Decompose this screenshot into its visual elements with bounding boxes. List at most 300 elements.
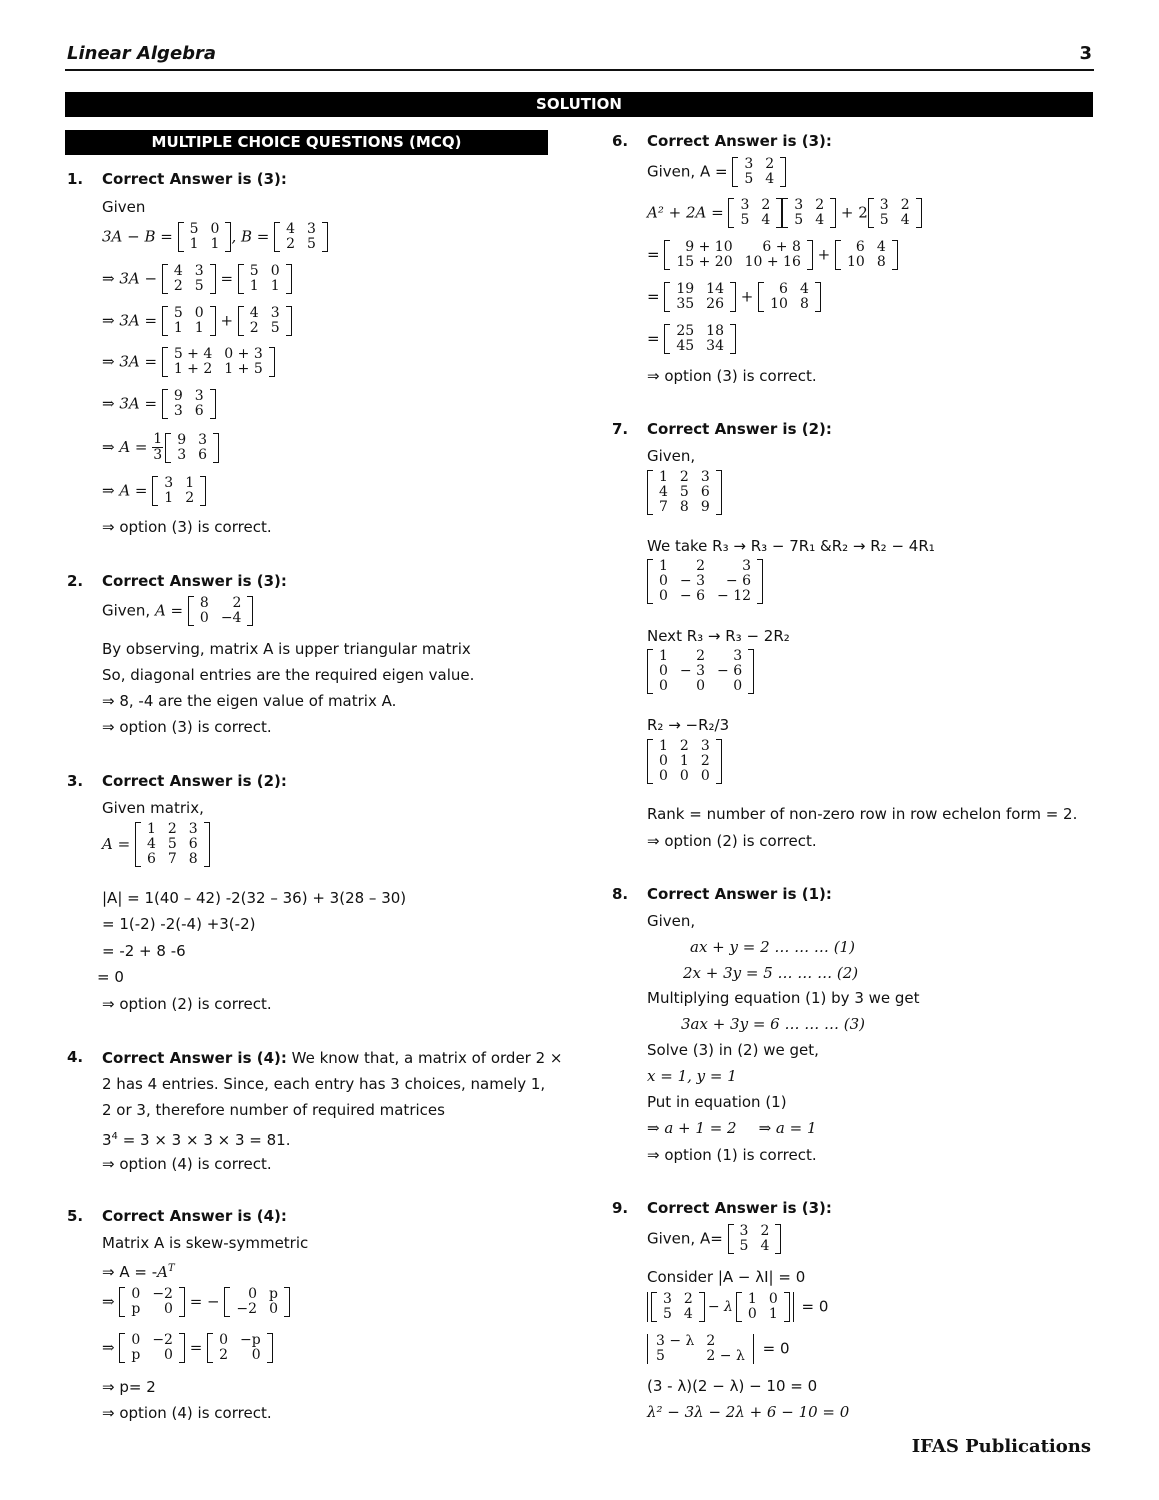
matrix-cell: 5 [879, 212, 889, 228]
solution-line: = 1(-2) -2(-4) +3(-2) [102, 915, 256, 933]
right-bracket [267, 1333, 273, 1363]
matrix-cell: 1 [659, 738, 668, 754]
matrix [162, 389, 216, 419]
right-bracket [730, 324, 736, 354]
answer-heading: Correct Answer is (3): [102, 572, 287, 590]
right-bracket [775, 1224, 781, 1254]
solution-line: Multiplying equation (1) by 3 we get [647, 989, 920, 1007]
matrix-cell: 5 [739, 1238, 749, 1254]
matrix-cell: −2 [152, 1286, 173, 1302]
solution-line: Given matrix, [102, 799, 204, 817]
matrix-cell: − 12 [717, 588, 752, 604]
matrix-cell: 7 [167, 851, 177, 867]
equation-text: ⇒ 3A − [102, 269, 162, 288]
matrix-cell: 0 [270, 263, 280, 279]
matrix-cell: 1 [747, 1291, 757, 1307]
matrix [162, 264, 216, 294]
solution-line: So, diagonal entries are the required eigen value. [102, 666, 475, 684]
matrix-cell: 2 [173, 278, 183, 294]
conclusion: ⇒ option (3) is correct. [102, 518, 272, 536]
solution-line: Solve (3) in (2) we get, [647, 1041, 819, 1059]
matrix-cell: 3 [742, 558, 752, 574]
equation-line: λ² − 3λ − 2λ + 6 − 10 = 0 [647, 1403, 850, 1421]
matrix-cell: 15 + 20 [676, 254, 733, 270]
equation-line [647, 649, 754, 694]
solution-line: ⇒ 8, -4 are the eigen value of matrix A. [102, 692, 397, 710]
header-divider [65, 69, 1094, 71]
right-bracket [892, 240, 898, 270]
right-bracket [716, 739, 722, 784]
equation-line [102, 1287, 290, 1317]
matrix-cell: 4 [173, 263, 183, 279]
equation-text: + [736, 287, 759, 306]
matrix-cell: 4 [799, 281, 809, 297]
matrix-cell: 0 [659, 588, 668, 604]
matrix-cell: 8 [679, 499, 689, 515]
matrix-cell: 5 [679, 484, 689, 500]
matrix-cell: −4 [220, 610, 242, 626]
equation-text: = [215, 269, 238, 288]
matrix [651, 1292, 705, 1322]
matrix-cell: 2 [679, 738, 689, 754]
conclusion: ⇒ option (2) is correct. [102, 995, 272, 1013]
matrix [238, 306, 292, 336]
matrix [165, 433, 219, 463]
matrix-cell: − 6 [717, 663, 743, 679]
matrix-cell: 1 [659, 648, 668, 664]
matrix-cell: 4 [760, 1238, 770, 1254]
matrix-cell: 5 [307, 236, 316, 252]
answer-heading: Correct Answer is (4): [102, 1207, 287, 1225]
matrix-cell: 0 [164, 1301, 173, 1317]
matrix [758, 282, 821, 312]
equation-line [102, 596, 253, 626]
matrix [868, 198, 922, 228]
equation-text: + [215, 311, 238, 330]
matrix-cell: 5 [167, 836, 177, 852]
right-bracket [286, 306, 292, 336]
matrix [647, 559, 763, 604]
matrix-cell: 3 [173, 403, 183, 419]
equation-text: = [647, 329, 665, 348]
matrix-cell: 5 [744, 171, 754, 187]
matrix-cell: 3 [270, 305, 280, 321]
matrix-cell: −p [239, 1332, 261, 1348]
matrix-cell: 18 [706, 323, 724, 339]
matrix [664, 282, 736, 312]
question-number: 6. [612, 132, 629, 150]
matrix-cell: 3 [198, 431, 208, 448]
conclusion: ⇒ option (3) is correct. [102, 718, 272, 736]
equation-line [647, 157, 786, 187]
matrix-cell: 2 [760, 1223, 770, 1239]
conclusion: ⇒ option (4) is correct. [102, 1404, 272, 1422]
det-bar [793, 1292, 794, 1322]
right-bracket [204, 822, 210, 867]
matrix-cell: 0 [700, 768, 710, 784]
equation-line [647, 1118, 817, 1138]
equation-line [647, 1292, 828, 1322]
equation-text: 3A − B = [102, 227, 178, 246]
matrix-cell: 14 [706, 281, 724, 297]
right-bracket [748, 649, 754, 694]
equation-text: ⇒ a + 1 = 2 [647, 1119, 737, 1137]
equation-text: A = [154, 601, 188, 620]
right-bracket [322, 222, 328, 252]
matrix [782, 198, 836, 228]
solution-banner: SOLUTION [65, 92, 1093, 117]
equation-line [102, 476, 206, 506]
solution-line: Matrix A is skew-symmetric [102, 1234, 309, 1252]
equation-text: ⇒ [102, 1338, 120, 1357]
equation-text: ⇒ 3A = [102, 311, 162, 330]
matrix-cell: 6 [188, 836, 198, 852]
matrix-cell: 2 [761, 197, 771, 213]
publisher-footer: IFAS Publications [911, 1436, 1091, 1457]
matrix-cell: 3 [700, 469, 710, 485]
matrix-cell: 2 [900, 197, 910, 213]
det-bar [647, 1292, 648, 1322]
answer-heading: Correct Answer is (3): [647, 132, 832, 150]
conclusion: ⇒ option (4) is correct. [102, 1155, 272, 1173]
matrix-cell: 4 [286, 221, 296, 237]
solution-line: 2 has 4 entries. Since, each entry has 3 choices, namely 1, [102, 1075, 546, 1093]
equation-line [647, 240, 898, 270]
matrix-cell: 2 [219, 1347, 228, 1363]
matrix-cell: 1 + 5 [224, 361, 263, 377]
equation-text: ⇒ A = - [102, 1263, 158, 1281]
right-bracket [269, 347, 275, 377]
matrix-cell: 5 [656, 1348, 665, 1364]
matrix-cell: 5 [794, 212, 804, 228]
equation-text: A [157, 1263, 168, 1281]
right-bracket [757, 559, 763, 604]
answer-heading: Correct Answer is (3): [647, 1199, 832, 1217]
equation-line: (3 - λ)(2 − λ) − 10 = 0 [647, 1377, 818, 1395]
matrix-cell: 8 [188, 851, 198, 867]
equation-line [102, 1333, 273, 1363]
question-number: 5. [67, 1207, 84, 1225]
matrix-cell: 3 [794, 197, 804, 213]
numerator: 1 [153, 431, 163, 447]
answer-heading: Correct Answer is (3): [102, 170, 287, 188]
solution-line: = -2 + 8 -6 [102, 942, 186, 960]
matrix-cell: 0 [679, 768, 689, 784]
matrix-cell: 2 − λ [706, 1348, 745, 1364]
solution-line: Put in equation (1) [647, 1093, 787, 1111]
det-bar [753, 1334, 754, 1364]
matrix-cell: 0 [248, 1286, 258, 1302]
matrix-cell: 0 [251, 1347, 261, 1363]
matrix-cell: 1 [164, 490, 174, 506]
question-number: 8. [612, 885, 629, 903]
matrix-cell: 2 [765, 156, 775, 172]
matrix-cell: 5 [173, 305, 183, 321]
matrix-cell: −2 [236, 1301, 258, 1317]
solution-text: = 3 × 3 × 3 × 3 = 81. [117, 1131, 291, 1149]
matrix-cell: − 3 [679, 573, 706, 589]
matrix-cell: 3 − λ [656, 1333, 695, 1349]
matrix-cell: 3 [879, 197, 889, 213]
equation-text: ⇒ [102, 1292, 120, 1311]
matrix [647, 470, 722, 515]
matrix-cell: p [131, 1301, 141, 1317]
matrix-cell: 5 [189, 221, 199, 237]
det-bar [647, 1334, 648, 1364]
matrix-cell: 3 [194, 263, 204, 279]
matrix-cell: 10 [846, 254, 865, 270]
equation-line [102, 389, 216, 419]
matrix-cell: 1 [210, 236, 220, 252]
matrix-cell: 25 [676, 323, 695, 339]
matrix-cell: 3 [733, 648, 743, 664]
answer-heading: Correct Answer is (2): [102, 772, 287, 790]
right-bracket [815, 282, 821, 312]
equation-line [647, 739, 722, 784]
matrix-cell: 8 [199, 595, 209, 611]
matrix-cell: 3 [188, 821, 198, 837]
matrix-cell: 8 [876, 254, 886, 270]
matrix [135, 822, 210, 867]
question-number: 7. [612, 420, 629, 438]
matrix-cell: 1 [768, 1306, 778, 1322]
right-bracket [200, 476, 206, 506]
right-bracket [716, 470, 722, 515]
equation-line: 2x + 3y = 5 … … … (2) [683, 964, 859, 982]
matrix-cell: 2 [700, 753, 710, 769]
matrix-cell: 9 [173, 388, 183, 404]
matrix-cell: 0 [659, 768, 668, 784]
transpose-superscript: T [167, 1263, 175, 1274]
equation-line: 3ax + 3y = 6 … … … (3) [681, 1015, 866, 1033]
matrix-cell: 2 [232, 595, 242, 611]
matrix-cell: 2 [249, 320, 259, 336]
equation-text: = [647, 287, 665, 306]
solution-line: = 0 [97, 968, 124, 986]
matrix-cell: − 3 [679, 663, 706, 679]
equation-text: Given, A= [647, 1229, 728, 1248]
matrix-cell: 1 + 2 [173, 361, 213, 377]
right-bracket [699, 1292, 705, 1322]
matrix-cell: 3 [164, 475, 174, 491]
matrix-cell: 0 [164, 1347, 173, 1363]
right-bracket [284, 1287, 290, 1317]
matrix-cell: 2 [679, 469, 689, 485]
matrix-cell: −2 [152, 1332, 173, 1348]
matrix-cell: 6 [198, 446, 208, 463]
matrix-cell: 6 [194, 403, 204, 419]
equation-text: Given, A = [647, 162, 733, 181]
question-number: 2. [67, 572, 84, 590]
matrix-cell: 0 + 3 [224, 346, 263, 362]
right-bracket [780, 157, 786, 187]
matrix-cell: 0 [131, 1286, 141, 1302]
question-number: 1. [67, 170, 84, 188]
equation-line [102, 306, 292, 336]
solution-line: ⇒ p= 2 [102, 1378, 156, 1396]
matrix-cell: 0 [199, 610, 209, 626]
matrix-cell: 4 [765, 171, 775, 187]
matrix-cell: 5 [270, 320, 280, 336]
matrix-cell: 9 [700, 499, 710, 515]
matrix-cell: 0 [768, 1291, 778, 1307]
equation-text: ⇒ 3A = [102, 352, 162, 371]
solution-line: Given, [647, 912, 696, 930]
equation-line [102, 347, 275, 377]
solution-line: Rank = number of non-zero row in row echelon form = 2. [647, 805, 1078, 823]
matrix-cell: 0 [659, 573, 668, 589]
conclusion: ⇒ option (3) is correct. [647, 367, 817, 385]
question-number: 4. [67, 1048, 84, 1066]
matrix-cell: 1 [185, 475, 195, 491]
matrix-cell: 4 [659, 484, 668, 500]
equation-text: A² + 2A = [647, 203, 729, 222]
conclusion: ⇒ option (1) is correct. [647, 1146, 817, 1164]
matrix [119, 1287, 185, 1317]
matrix-cell: 10 + 16 [744, 254, 801, 270]
equation-line [647, 559, 763, 604]
matrix-cell: 19 [676, 281, 695, 297]
equation-line: Consider |A − λI| = 0 [647, 1268, 806, 1286]
matrix-cell: 3 [194, 388, 204, 404]
equation-text: ⇒ A = [102, 438, 153, 456]
matrix-cell: 1 [659, 469, 668, 485]
matrix-cell: 7 [659, 499, 668, 515]
solution-line: |A| = 1(40 – 42) -2(32 – 36) + 3(28 – 30) [102, 889, 407, 907]
equation-line: x = 1, y = 1 [647, 1067, 737, 1085]
matrix-cell: 4 [146, 836, 156, 852]
matrix-cell: 0 [659, 753, 668, 769]
matrix-cell: 2 [696, 558, 706, 574]
right-bracket [784, 1292, 790, 1322]
equation-line [102, 1259, 175, 1282]
matrix-cell: 6 [855, 239, 865, 255]
matrix-cell: 3 [307, 221, 316, 237]
matrix-cell: 2 [683, 1291, 693, 1307]
answer-line [102, 1048, 563, 1068]
matrix-cell: 0 [733, 678, 743, 694]
determinant [647, 1334, 758, 1364]
matrix-cell: 6 + 8 [762, 239, 801, 255]
matrix [736, 1292, 790, 1322]
matrix-cell: 1 [249, 278, 259, 294]
solution-line: Given [102, 198, 146, 216]
equation-text: + 2 [836, 203, 868, 222]
matrix-cell: 5 [194, 278, 204, 294]
matrix-cell: 45 [676, 338, 695, 354]
equation-line [647, 470, 722, 515]
equation-line [647, 282, 821, 312]
matrix-cell: − 6 [679, 588, 706, 604]
matrix [162, 347, 275, 377]
matrix-cell: 6 [779, 281, 788, 297]
matrix-cell: 5 [740, 212, 750, 228]
solution-line: 2 or 3, therefore number of required matrices [102, 1101, 445, 1119]
determinant [647, 1292, 797, 1322]
matrix-cell: 1 [679, 753, 689, 769]
power-exponent: 4 [111, 1131, 118, 1142]
equation-text: = [184, 1338, 208, 1357]
solution-line: By observing, matrix A is upper triangular matrix [102, 640, 471, 658]
equation-line: ax + y = 2 … … … (1) [690, 938, 855, 956]
matrix [728, 1224, 782, 1254]
matrix-cell: 0 [210, 221, 220, 237]
equation-line [102, 822, 210, 867]
matrix [178, 222, 232, 252]
equation-text: + [812, 245, 835, 264]
equation-text: − λ [707, 1298, 733, 1315]
equation-text: ⇒ a = 1 [758, 1119, 817, 1137]
equation-line [647, 1334, 790, 1364]
matrix-cell: 26 [706, 296, 724, 312]
equation-line [102, 432, 219, 463]
matrix-cell: 3 [740, 197, 750, 213]
row-operation: Next R₃ → R₃ − 2R₂ [647, 627, 790, 645]
matrix [238, 264, 292, 294]
right-bracket [213, 433, 219, 463]
equation-line [102, 222, 328, 252]
power-base: 3 [102, 1131, 112, 1149]
matrix-cell: 1 [270, 278, 280, 294]
matrix-cell: 0 [194, 305, 204, 321]
denominator: 3 [153, 447, 163, 463]
matrix-cell: 10 [770, 296, 788, 312]
right-bracket [916, 198, 922, 228]
matrix-cell: 0 [747, 1306, 757, 1322]
matrix-cell: 0 [696, 678, 706, 694]
matrix-cell: 5 + 4 [173, 346, 213, 362]
matrix [647, 739, 722, 784]
equation-line [647, 324, 736, 354]
conclusion: ⇒ option (2) is correct. [647, 832, 817, 850]
matrix [162, 306, 216, 336]
equation-text: = − [184, 1292, 225, 1311]
matrix-cell: 4 [683, 1306, 693, 1322]
matrix-cell: 4 [815, 212, 825, 228]
matrix-cell: − 6 [725, 573, 752, 589]
matrix-cell: 4 [761, 212, 771, 228]
matrix-cell: 4 [876, 239, 886, 255]
matrix [647, 649, 754, 694]
row-operation: We take R₃ → R₃ − 7R₁ &R₂ → R₂ − 4R₁ [647, 537, 935, 555]
matrix-cell: 4 [249, 305, 259, 321]
matrix-cell: 9 + 10 [685, 239, 733, 255]
equation-text: ⇒ 3A = [102, 394, 162, 413]
equation-text: ⇒ A = [102, 481, 153, 500]
matrix-cell: 0 [659, 678, 668, 694]
matrix-cell: 1 [189, 236, 199, 252]
equation-text: = [647, 245, 665, 264]
equation-line [647, 1224, 781, 1254]
mcq-section-banner: MULTIPLE CHOICE QUESTIONS (MCQ) [65, 130, 548, 155]
answer-heading: Correct Answer is (1): [647, 885, 832, 903]
matrix-cell: 2 [185, 490, 195, 506]
question-number: 9. [612, 1199, 629, 1217]
matrix [664, 324, 736, 354]
matrix [188, 596, 254, 626]
matrix-cell: 4 [900, 212, 910, 228]
matrix-cell: 1 [659, 558, 668, 574]
matrix-cell: 0 [219, 1332, 228, 1348]
matrix-cell: 1 [146, 821, 156, 837]
matrix-cell: 3 [177, 446, 187, 463]
row-operation: R₂ → −R₂/3 [647, 716, 730, 734]
matrix-cell: p [269, 1286, 279, 1302]
matrix [224, 1287, 290, 1317]
matrix [207, 1333, 273, 1363]
matrix-cell: 1 [173, 320, 183, 336]
matrix-cell: 3 [663, 1291, 672, 1307]
